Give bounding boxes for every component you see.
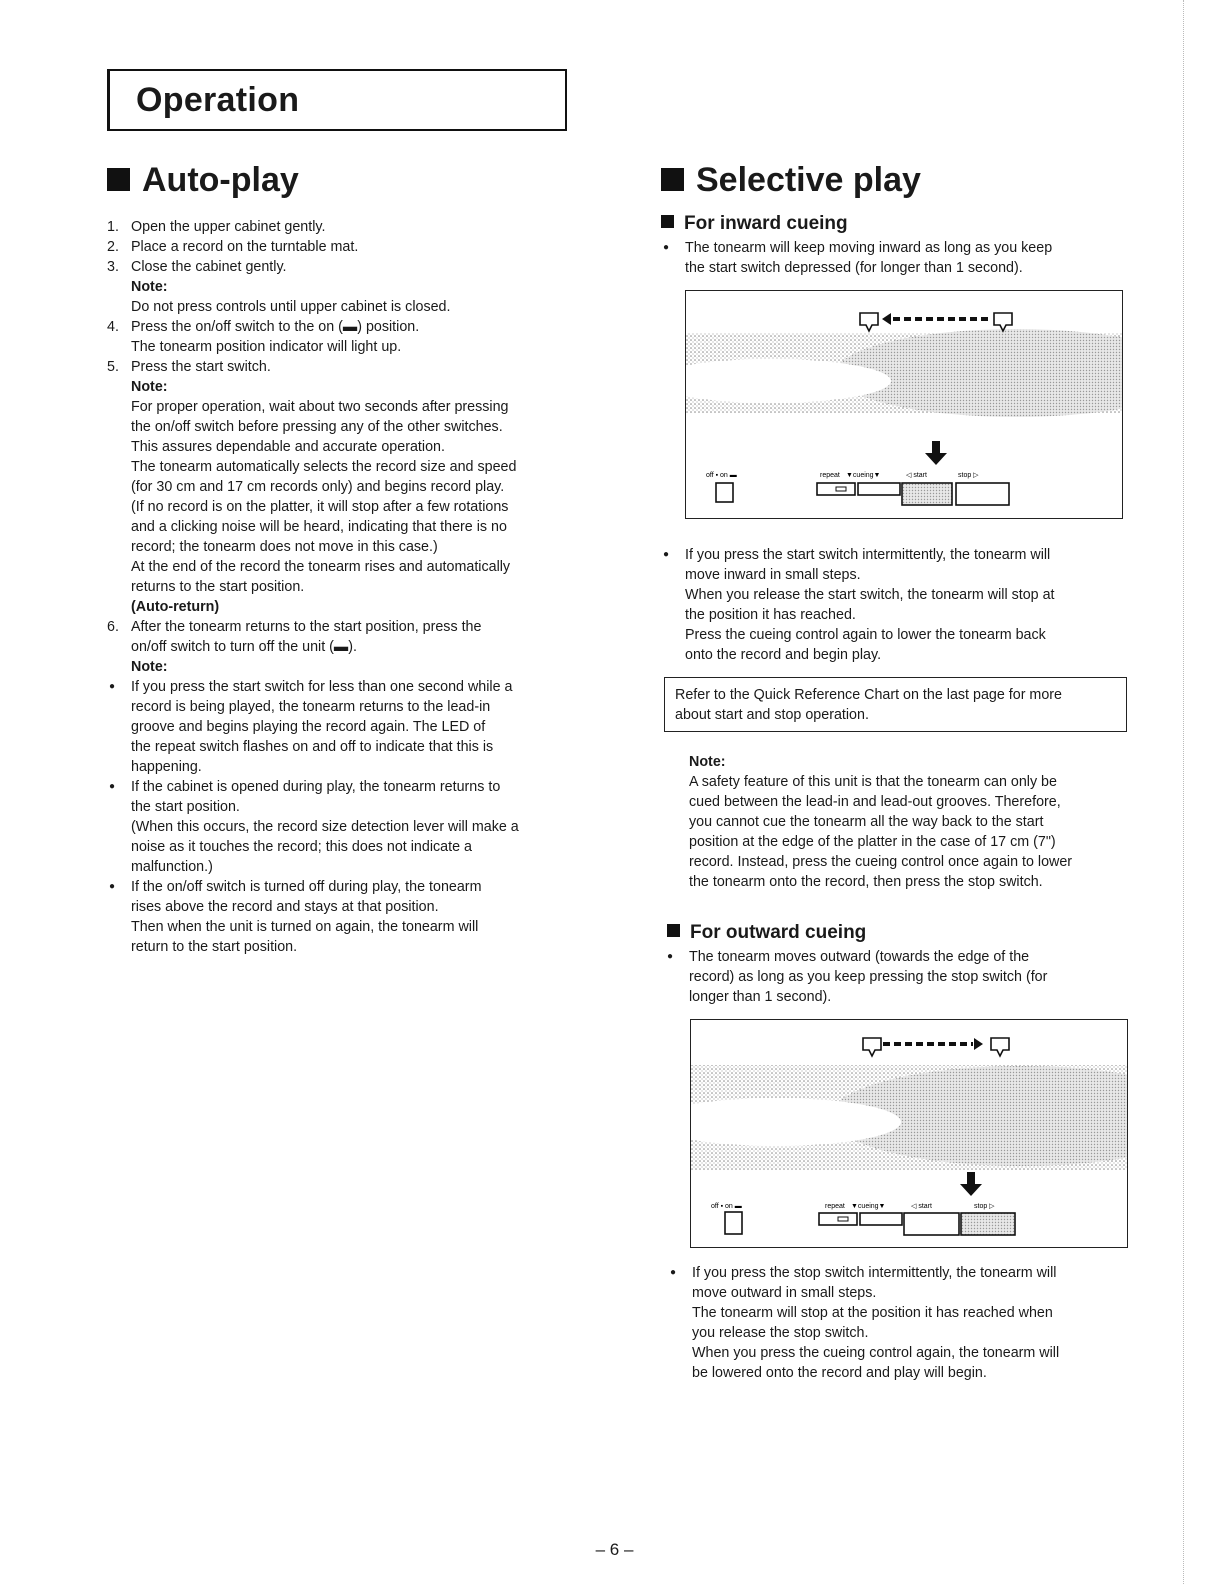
start-switch [902,483,952,505]
on-off-switch [716,483,733,502]
bullet-dot-icon: ● [667,951,674,962]
note-label: Note: [689,754,726,770]
step-5: 5. Press the start switch. [107,359,271,375]
bullet-dot-icon: ● [109,781,116,792]
step-4-sub: The tonearm position indicator will light up. [131,339,402,355]
offon-label: off ▪ on ▬ [706,472,737,479]
safety-note: Note: A safety feature of this unit is that the tonearm can only be cued between the lead-in and lead-out grooves. Therefore, you cannot cue the tonearm all the way back to the start position at the edge of the platter in the case of 17 cm (7") record. Instead, press the cueing control once again to lower the tonearm onto the record, then press the stop switch. [665,752,1131,892]
cueing-switch [858,483,900,495]
cueing-switch [860,1213,902,1225]
bullet-item: ● If the on/off switch is turned off during play, the tonearm rises above the record and stays at that position. Then when the unit is turned on again, the tonearm will return to the start position. [109,879,482,955]
square-bullet-icon [667,924,680,937]
selective-play-heading [661,160,921,200]
inward-cueing-heading: For inward cueing [661,212,848,236]
outward-after-text: ● If you press the stop switch intermittently, the tonearm will move outward in small steps. The tonearm will stop at the position it has reached when you release the stop switch. When you press the cueing control again, the tonearm will be lowered onto the record and play will begin. [670,1265,1060,1381]
bullet-dot-icon: ● [109,881,116,892]
stop-label: stop ▷ [958,472,979,479]
quick-reference-box: Refer to the Quick Reference Chart on the last page for more about start and stop operation. [664,677,1127,732]
page-edge-line [1183,0,1185,1584]
bullet-dot-icon: ● [670,1267,677,1278]
step-3: 3. Close the cabinet gently. [107,259,287,275]
note-text: Do not press controls until upper cabinet is closed. [131,299,451,315]
offon-label: off ▪ on ▬ [711,1203,742,1210]
step-6: 6. After the tonearm returns to the start position, press the on/off switch to turn off the unit (▬). [107,619,482,655]
start-label: ◁ start [911,1203,932,1210]
inward-after-text: ● If you press the start switch intermittently, the tonearm will move inward in small steps. When you release the start switch, the tonearm will stop at the position it has reached. Press the cueing control again to lower the tonearm back onto the record and begin play. [663,547,1055,663]
outward-intro: ● The tonearm moves outward (towards the edge of the record) as long as you keep pressing the stop switch (for longer than 1 second). [667,949,1048,1005]
inward-intro: ● The tonearm will keep moving inward as long as you keep the start switch depressed (for longer than 1 second). [663,240,1053,276]
stop-label: stop ▷ [974,1203,995,1210]
bullet-item: ● If the cabinet is opened during play, the tonearm returns to the start position. (When this occurs, the record size detection lever will make a noise as it touches the record; this does not indicate a malfunction.) [109,779,519,875]
auto-play-body [107,217,572,957]
note-2-text: For proper operation, wait about two seconds after pressing the on/off switch before pressing any of the other switches. This assures dependable and accurate operation. The tonearm automatically selects the record size and speed (for 30 cm and 17 cm records only) and begins record play. (If no record is on the platter, it will stop after a few rotations and a clicking noise will be heard, indicating that there is no record; the tonearm does not move in this case.) At the end of the record the tonearm rises and automatically returns to the start position. [131,399,517,595]
step-1: 1. Open the upper cabinet gently. [107,219,326,235]
bullet-dot-icon: ● [109,681,116,692]
bullet-dot-icon: ● [663,549,670,560]
auto-return-label: (Auto-return) [131,599,220,615]
note-label: Note: [131,279,168,295]
step-4: 4. Press the on/off switch to the on (▬) position. [107,319,420,335]
cueing-label: ▼cueing▼ [846,472,881,479]
note-label: Note: [131,659,168,675]
auto-play-title: Auto-play [142,161,299,199]
on-off-switch [725,1212,742,1234]
square-bullet-icon [661,168,684,191]
section-title: Operation [136,81,300,119]
auto-play-heading [107,160,299,200]
selective-play-title: Selective play [696,161,921,199]
page-number: – 6 – [595,1540,634,1559]
step-2: 2. Place a record on the turntable mat. [107,239,359,255]
cueing-label: ▼cueing▼ [851,1203,886,1210]
start-switch [904,1213,959,1235]
section-title-box [107,69,567,131]
stop-switch [961,1213,1015,1235]
repeat-label: repeat [820,472,840,479]
square-bullet-icon [107,168,130,191]
bullet-item: ● If you press the start switch for less than one second while a record is being played, the tonearm returns to the lead-in groove and begins playing the record again. The LED of the repeat switch flashes on and off to indicate that this is happening. [109,679,513,775]
bullet-dot-icon: ● [663,242,670,253]
stop-switch [956,483,1009,505]
note-label: Note: [131,379,168,395]
outward-cueing-diagram [690,1019,1128,1248]
start-label: ◁ start [906,472,927,479]
repeat-label: repeat [825,1203,845,1210]
outward-cueing-heading: For outward cueing [667,921,866,945]
inward-cueing-diagram [685,290,1123,519]
square-bullet-icon [661,215,674,228]
